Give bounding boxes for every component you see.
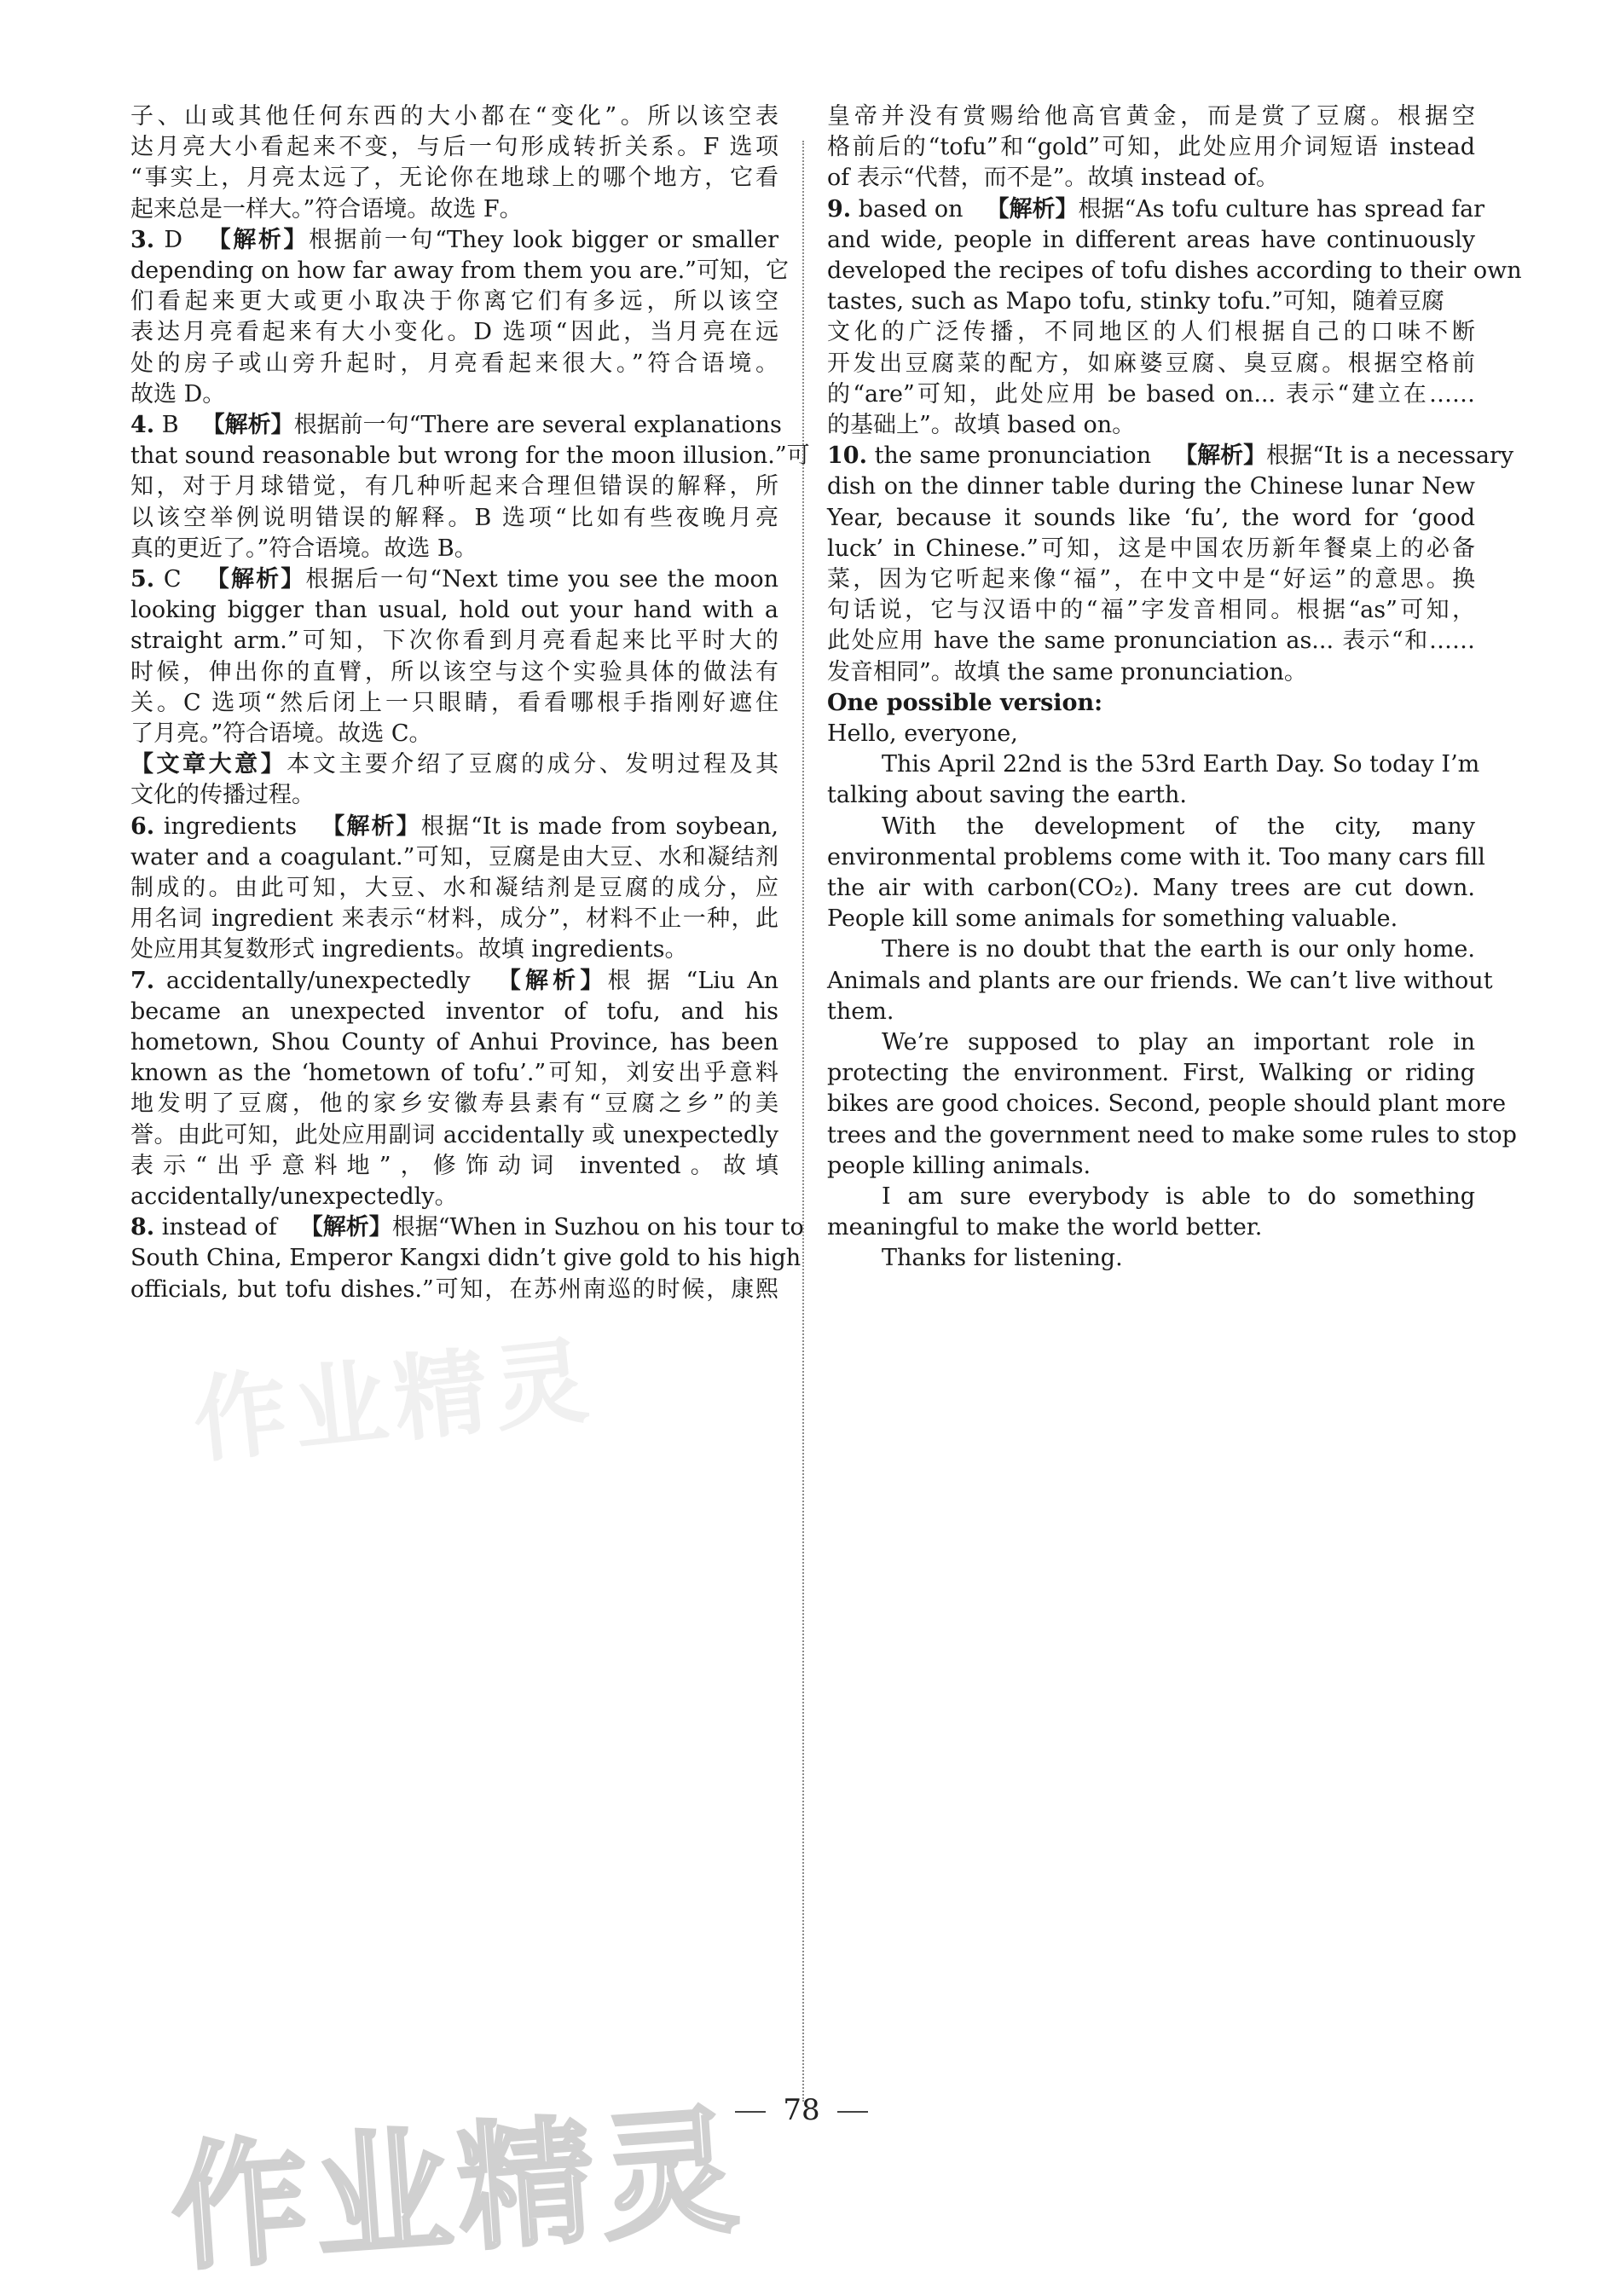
line-text: 根据前一句“There are several explanations — [293, 412, 782, 438]
question-number: 3. — [130, 226, 155, 253]
text-line — [827, 872, 1475, 905]
text-line — [827, 1119, 1517, 1152]
text-line — [130, 656, 778, 689]
text-line — [130, 471, 778, 503]
line-text: I am sure everybody is able to do something — [882, 1183, 1475, 1210]
text-line — [130, 1057, 778, 1090]
text-line — [827, 687, 1475, 720]
analysis-label: 【解析】 — [204, 566, 306, 593]
text-line — [827, 286, 1475, 318]
text-line — [130, 965, 778, 998]
answer-text: B — [154, 412, 179, 438]
text-line — [827, 162, 1475, 194]
line-text: meaningful to make the world better. — [827, 1214, 1263, 1241]
question-number: 8. — [130, 1214, 155, 1241]
line-text: 句话说，它与汉语中的“福”字发音相同。根据“as”可知， — [827, 597, 1475, 624]
analysis-label: 【解析】 — [1174, 442, 1267, 470]
line-text: that sound reasonable but wrong for the moon illusion.”可 — [130, 442, 810, 470]
section-heading: One possible version: — [827, 689, 1103, 716]
answer-text: based on — [851, 195, 964, 223]
text-line — [130, 1119, 778, 1152]
text-line — [130, 1274, 778, 1306]
line-text: 处应用其复数形式 ingredients。故填 ingredients。 — [130, 936, 688, 963]
text-line — [827, 1181, 1475, 1213]
text-line — [827, 965, 1493, 998]
text-line — [827, 564, 1475, 596]
line-text: “事实上，月亮太远了，无论你在地球上的哪个地方，它看 — [130, 165, 778, 192]
text-line — [130, 872, 778, 905]
text-line — [130, 348, 778, 380]
text-line — [130, 131, 778, 164]
page-number-dash-left — [735, 2111, 766, 2113]
text-line — [827, 1088, 1507, 1120]
line-text: 文化的传播过程。 — [130, 782, 315, 809]
line-text: 此处应用 have the same pronunciation as... 表示“和…… — [827, 627, 1475, 655]
text-line — [827, 625, 1475, 657]
watermark-middle: 作业精灵 — [188, 1325, 600, 1477]
line-text: 表达月亮看起来有大小变化。D 选项“因此，当月亮在远 — [130, 319, 778, 346]
line-text: tastes, such as Mapo tofu, stinky tofu.”可知，随着豆腐 — [827, 288, 1444, 315]
line-text: environmental problems come with it. Too many cars fill — [827, 843, 1485, 870]
line-text: accidentally/unexpectedly。 — [130, 1183, 458, 1210]
line-text: protecting the environment. First, Walking or riding — [827, 1060, 1475, 1087]
line-text: There is no doubt that the earth is our only home. — [882, 936, 1475, 963]
line-text: 子、山或其他任何东西的大小都在“变化”。所以该空表 — [130, 103, 778, 130]
line-text: 知，对于月球错觉，有几种听起来合理但错误的解释，所 — [130, 473, 778, 500]
text-line — [130, 1088, 778, 1120]
line-text: 了月亮。”符合语境。故选 C。 — [130, 720, 432, 747]
text-line — [827, 1150, 1475, 1183]
line-text: 根据“It is a necessary — [1266, 442, 1514, 470]
page-number — [0, 2093, 1603, 2127]
text-line — [130, 194, 778, 226]
text-line — [827, 440, 1514, 472]
question-number: 7. — [130, 967, 155, 994]
text-line — [827, 594, 1475, 627]
text-line — [130, 841, 778, 874]
page-number-dash-right — [837, 2111, 868, 2113]
analysis-label: 【解析】 — [493, 967, 608, 994]
line-text: 时候，伸出你的直臂，所以该空与这个实验具体的做法有 — [130, 658, 778, 685]
text-line — [827, 749, 1480, 781]
line-text: trees and the government need to make some rules to stop — [827, 1121, 1517, 1148]
text-line — [827, 718, 1475, 750]
text-line — [130, 379, 778, 411]
text-line — [130, 1212, 804, 1244]
text-line — [130, 1027, 778, 1059]
analysis-label: 【解析】 — [205, 226, 310, 253]
text-line — [827, 996, 1475, 1028]
answer-text: D — [154, 226, 183, 253]
line-text: Animals and plants are our friends. We can’t live without — [827, 967, 1493, 994]
text-line — [130, 718, 778, 750]
line-text: 格前后的“tofu”和“gold”可知，此处应用介词短语 instead — [827, 134, 1475, 161]
text-line — [827, 101, 1475, 133]
line-text: 故选 D。 — [130, 380, 226, 408]
line-text: 菜，因为它听起来像“福”，在中文中是“好运”的意思。换 — [827, 566, 1475, 593]
text-line — [827, 502, 1475, 535]
analysis-label: 【解析】 — [201, 412, 294, 438]
text-line — [130, 502, 778, 535]
line-text: luck’ in Chinese.”可知，这是中国农历新年餐桌上的必备 — [827, 535, 1475, 562]
line-text: 起来总是一样大。”符合语境。故选 F。 — [130, 195, 523, 223]
answer-text: instead of — [154, 1214, 277, 1241]
line-text: We’re supposed to play an important role in — [882, 1029, 1475, 1055]
question-number: 10. — [827, 442, 867, 470]
text-line — [130, 440, 810, 472]
text-line — [130, 224, 778, 257]
text-line — [130, 594, 778, 627]
line-text: people killing animals. — [827, 1152, 1091, 1179]
line-text: the air with carbon(CO₂). Many trees are cut down. — [827, 875, 1475, 901]
text-line — [827, 379, 1475, 411]
text-line — [130, 286, 778, 318]
line-text: 制成的。由此可知，大豆、水和凝结剂是豆腐的成分，应 — [130, 875, 778, 901]
text-line — [827, 1057, 1475, 1090]
answer-text: accidentally/unexpectedly — [154, 967, 471, 994]
question-number: 4. — [130, 412, 155, 438]
text-line — [827, 841, 1485, 874]
text-line — [827, 1242, 1475, 1275]
line-text: 发音相同”。故填 the same pronunciation。 — [827, 658, 1307, 685]
text-line — [827, 224, 1475, 257]
text-line — [130, 409, 782, 442]
line-text: This April 22nd is the 53rd Earth Day. So today I’m — [882, 751, 1480, 778]
text-line — [130, 903, 778, 935]
section-heading: 【文章大意】 — [130, 751, 287, 778]
text-line — [827, 779, 1475, 812]
analysis-label: 【解析】 — [299, 1214, 392, 1241]
line-text: straight arm.”可知，下次你看到月亮看起来比平时大的 — [130, 627, 778, 655]
line-text: 关。C 选项“然后闭上一只眼睛，看看哪根手指刚好遮住 — [130, 689, 778, 716]
line-text: 达月亮大小看起来不变，与后一句形成转折关系。F 选项 — [130, 134, 778, 161]
page-number-text: 78 — [783, 2093, 820, 2127]
line-text: water and a coagulant.”可知，豆腐是由大豆、水和凝结剂 — [130, 843, 778, 870]
line-text: 根 据 “Liu An — [607, 967, 778, 994]
text-line — [130, 811, 778, 843]
line-text: 们看起来更大或更小取决于你离它们有多远，所以该空 — [130, 288, 778, 315]
text-line — [827, 811, 1475, 843]
text-line — [827, 1027, 1475, 1059]
text-line — [130, 564, 778, 596]
text-line — [130, 101, 778, 133]
line-text: 处的房子或山旁升起时，月亮看起来很大。”符合语境。 — [130, 350, 778, 377]
line-text: With the development of the city, many — [882, 813, 1475, 840]
text-line — [130, 1181, 778, 1213]
text-line — [827, 348, 1475, 380]
line-text: 本文主要介绍了豆腐的成分、发明过程及其 — [286, 751, 778, 778]
line-text: known as the ‘hometown of tofu’.”可知，刘安出乎意料 — [130, 1060, 778, 1087]
line-text: 用名词 ingredient 来表示“材料，成分”，材料不止一种，此 — [130, 905, 778, 933]
text-line — [827, 903, 1475, 935]
line-text: 根据“As tofu culture has spread far — [1078, 195, 1485, 223]
line-text: hometown, Shou County of Anhui Province, has been — [130, 1029, 778, 1055]
line-text: 根据后一句“Next time you see the moon — [305, 566, 779, 593]
text-line — [130, 687, 778, 720]
text-line — [827, 255, 1522, 287]
line-text: became an unexpected inventor of tofu, and his — [130, 998, 778, 1025]
line-text: looking bigger than usual, hold out your hand with a — [130, 597, 778, 624]
line-text: Thanks for listening. — [882, 1245, 1123, 1272]
text-line — [827, 131, 1475, 164]
line-text: 皇帝并没有赏赐给他高官黄金，而是赏了豆腐。根据空 — [827, 103, 1475, 130]
line-text: 真的更近了。”符合语境。故选 B。 — [130, 535, 477, 562]
answer-text: C — [154, 566, 182, 593]
line-text: 根据“It is made from soybean, — [420, 813, 779, 840]
text-line — [130, 779, 778, 812]
line-text: them. — [827, 998, 894, 1025]
question-number: 5. — [130, 566, 155, 593]
line-text: 根据前一句“They look bigger or smaller — [309, 226, 779, 253]
column-divider — [802, 141, 804, 2102]
watermark-bottom: 作业精灵 — [166, 2090, 749, 2290]
text-line — [827, 194, 1485, 226]
line-text: developed the recipes of tofu dishes according to their own — [827, 257, 1522, 284]
line-text: bikes are good choices. Second, people should plant more — [827, 1090, 1507, 1118]
line-text: 的基础上”。故填 based on。 — [827, 412, 1136, 438]
line-text: 以该空举例说明错误的解释。B 选项“比如有些夜晚月亮 — [130, 504, 778, 531]
line-text: officials, but tofu dishes.”可知，在苏州南巡的时候，康熙 — [130, 1275, 778, 1303]
text-line — [827, 656, 1475, 689]
answer-text: the same pronunciation — [866, 442, 1152, 470]
line-text: 表示“出乎意料地”，修饰动词 invented。故填 — [130, 1152, 778, 1179]
text-line — [827, 409, 1475, 442]
line-text: Year, because it sounds like ‘fu’, the word for ‘good — [827, 504, 1475, 531]
line-text: and wide, people in different areas have continuously — [827, 226, 1475, 253]
text-line — [130, 996, 778, 1028]
line-text: dish on the dinner table during the Chinese lunar New — [827, 473, 1475, 500]
analysis-label: 【解析】 — [320, 813, 421, 840]
line-text: South China, Emperor Kangxi didn’t give gold to his high — [130, 1245, 802, 1272]
line-text: 誉。由此可知，此处应用副词 accidentally 或 unexpectedly — [130, 1121, 778, 1148]
line-text: 文化的广泛传播，不同地区的人们根据自己的口味不断 — [827, 319, 1475, 346]
line-text: talking about saving the earth. — [827, 782, 1187, 809]
text-line — [827, 471, 1475, 503]
question-number: 9. — [827, 195, 852, 223]
text-line — [130, 162, 778, 194]
line-text: 地发明了豆腐，他的家乡安徽寿县素有“豆腐之乡”的美 — [130, 1090, 778, 1118]
text-line — [130, 533, 778, 565]
line-text: 开发出豆腐菜的配方，如麻婆豆腐、臭豆腐。根据空格前 — [827, 350, 1475, 377]
text-line — [827, 934, 1475, 966]
line-text: 的“are”可知，此处应用 be based on... 表示“建立在…… — [827, 380, 1475, 408]
text-line — [827, 533, 1475, 565]
text-line — [827, 1212, 1475, 1244]
line-text: People kill some animals for something valuable. — [827, 905, 1398, 933]
answer-text: ingredients — [154, 813, 298, 840]
line-text: 根据“When in Suzhou on his tour to — [391, 1214, 804, 1241]
text-line — [130, 934, 778, 966]
text-line — [130, 749, 778, 781]
line-text: of 表示“代替，而不是”。故填 instead of。 — [827, 165, 1279, 192]
analysis-label: 【解析】 — [986, 195, 1079, 223]
text-line — [130, 1242, 802, 1275]
text-line — [130, 1150, 778, 1183]
text-line — [827, 316, 1475, 349]
question-number: 6. — [130, 813, 155, 840]
text-line — [130, 625, 778, 657]
line-text: Hello, everyone, — [827, 720, 1018, 747]
text-line — [130, 255, 789, 287]
text-line — [130, 316, 778, 349]
line-text: depending on how far away from them you are.”可知，它 — [130, 257, 789, 284]
